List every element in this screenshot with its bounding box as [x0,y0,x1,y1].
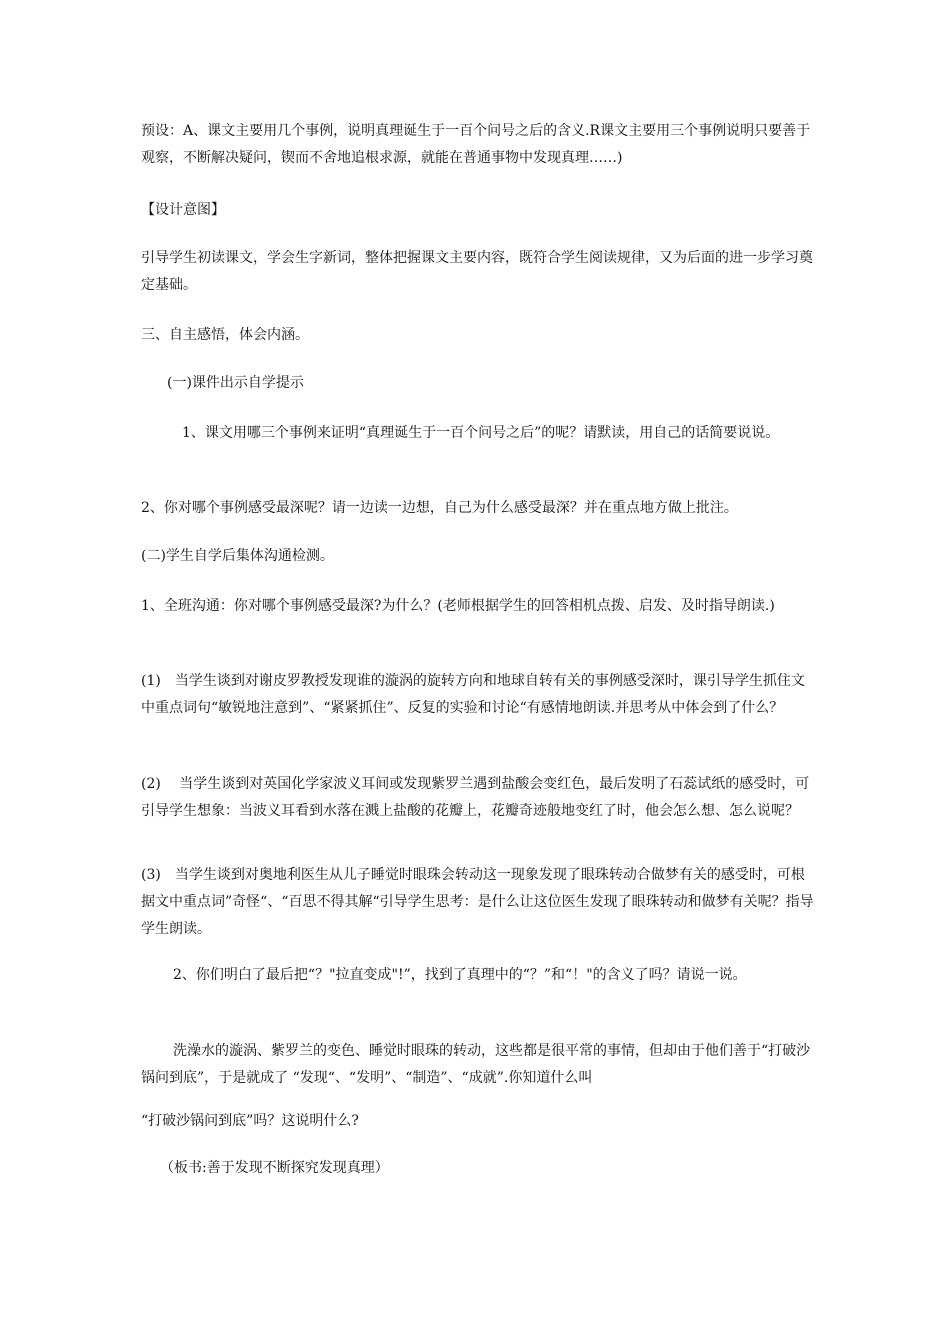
board-note: （板书:善于发现不断探究发现真理） [160,1160,389,1176]
paragraph-case-2: (2) 当学生谈到对英国化学家波义耳间或发现紫罗兰遇到盐酸会变红色，最后发明了石蕊试纸的感受时，可引导学生想象：当波义耳看到水落在溅上盐酸的花瓣上，花瓣奇迹般地变红了时，他会怎么想、怎么说呢？ [141,776,810,819]
paragraph-case-1: (1) 当学生谈到对谢皮罗教授发现谁的漩涡的旋转方向和地球自转有关的事例感受深时，课引导学生抓住文中重点词句“敏锐地注意到”、“紧紧抓住”、反复的实验和讨论“有感情地朗读.并思考从中体会到了什么？ [141,673,805,716]
prompt-item-2: 2、你对哪个事例感受最深呢？请一边读一边想，自己为什么感受最深？并在重点地方做上批注。 [141,500,738,516]
paragraph-summary: 洗澡水的漩涡、紫罗兰的变色、睡觉时眼珠的转动，这些都是很平常的事情，但却由于他们善于“打破沙锅问到底”，于是就成了 “发现“、“发明”、“制造”、“成就”.你知道什么叫 [141,1043,811,1086]
subheading-1: (一)课件出示自学提示 [167,375,304,391]
paragraph-question-2: 2、你们明白了最后把“？"拉直变成"!”，找到了真理中的“？”和“！"的含义了吗？请说一说。 [173,967,747,983]
paragraph-summary-question: “打破沙锅问到底”吗？这说明什么? [141,1113,359,1129]
paragraph-design-intent: 引导学生初读课文，学会生字新词，整体把握课文主要内容，既符合学生阅读规律，又为后面的进一步学习奠定基础。 [141,250,813,293]
section-heading-3: 三、自主感悟，体会内涵。 [141,327,309,343]
paragraph-case-3: (3) 当学生谈到对奥地利医生从儿子睡觉时眼珠会转动这一现象发现了眼珠转动合做梦有关的感受时，可根据文中重点词”奇怪“、“百思不得其解“引导学生思考：是什么让这位医生发现了眼珠转动和做梦有关呢？指导学生朗读。 [141,867,814,937]
paragraph-class-discussion: 1、全班沟通：你对哪个事例感受最深?为什么？(老师根据学生的回答相机点拨、启发、及时指导朗读.) [141,598,775,614]
paragraph-design-intent-heading: 【设计意图】 [141,202,225,218]
prompt-item-1: 1、课文用哪三个事例来证明“真理诞生于一百个问号之后”的呢？请默读，用自己的话简要说说。 [182,425,780,441]
subheading-2: (二)学生自学后集体沟通检测。 [141,548,334,564]
paragraph-preset: 预设：A、课文主要用几个事例，说明真理诞生于一百个问号之后的含义.R课文主要用三个事例说明只要善于观察，不断解决疑问，锲而不舍地追根求源，就能在普通事物中发现真理……) [141,123,811,166]
